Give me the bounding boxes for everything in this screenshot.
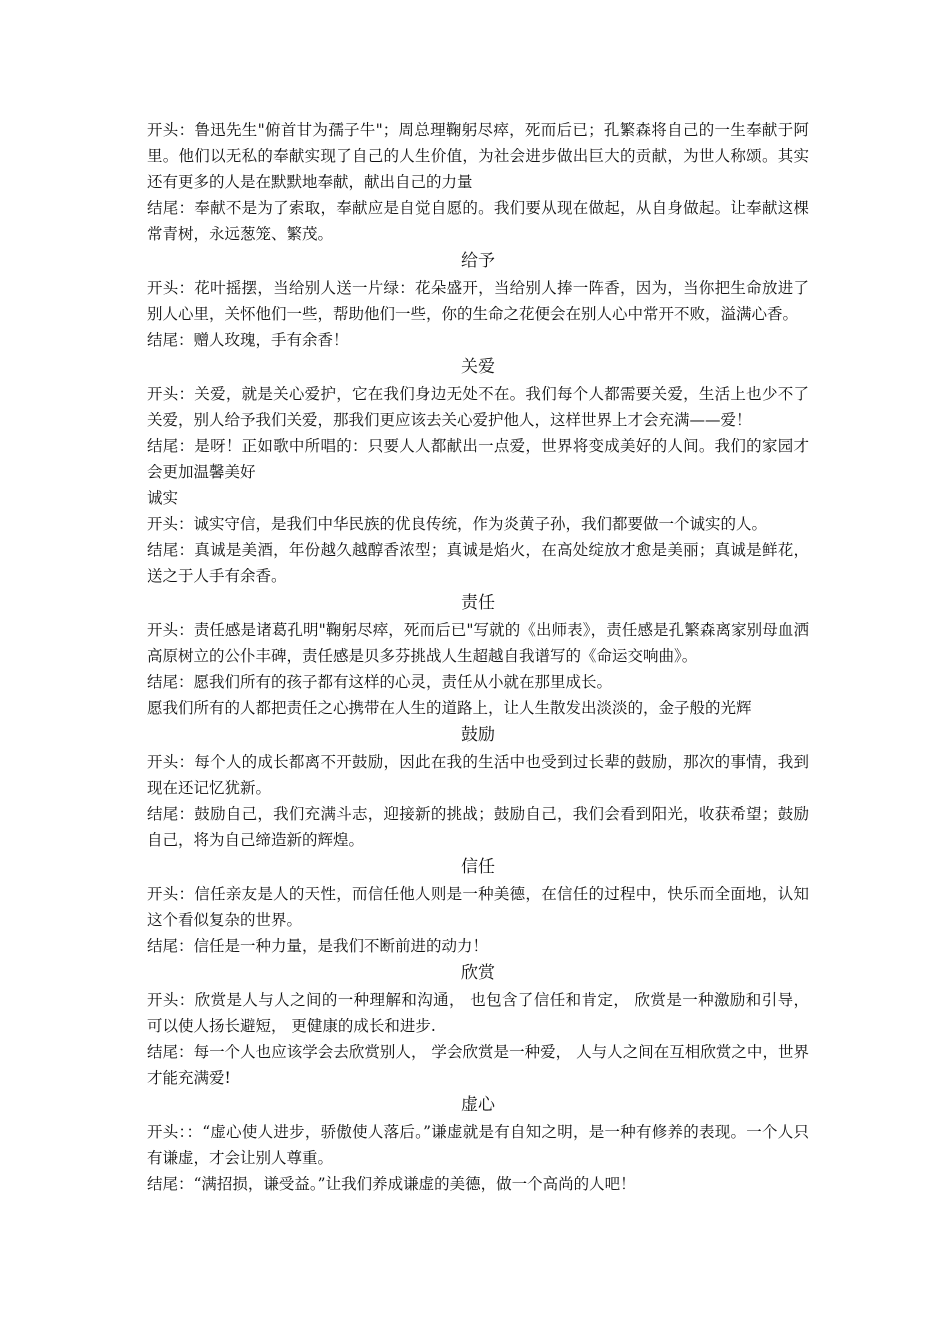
document-page — [147, 117, 809, 1197]
ending-paragraph: 结尾：是呀！正如歌中所唱的：只要人人都献出一点爱，世界将变成美好的人间。我们的家园才会更加温馨美好 — [147, 437, 809, 481]
ending-paragraph: 结尾：赠人玫瑰，手有余香！ — [147, 331, 349, 349]
extra-paragraph: 愿我们所有的人都把责任之心携带在人生的道路上，让人生散发出淡淡的，金子般的光辉 — [147, 699, 752, 717]
opening-paragraph: 开头：欣赏是人与人之间的一种理解和沟通， 也包含了信任和肯定， 欣赏是一种激励和引导， 可以使人扬长避短， 更健康的成长和进步. — [147, 991, 809, 1035]
section-appreciation — [147, 959, 809, 1091]
opening-paragraph: 开头：花叶摇摆，当给别人送一片绿：花朵盛开，当给别人捧一阵香，因为，当你把生命放进了别人心里，关怀他们一些，帮助他们一些，你的生命之花便会在别人心中常开不败，溢满心香。 — [147, 279, 809, 323]
section-responsibility — [147, 589, 809, 721]
opening-paragraph: 开头：关爱，就是关心爱护，它在我们身边无处不在。我们每个人都需要关爱，生活上也少不了关爱，别人给予我们关爱，那我们更应该去关心爱护他人，这样世界上才会充满——爱！ — [147, 385, 809, 429]
section-title: 给予 — [461, 251, 495, 271]
ending-paragraph: 结尾：“满招损，谦受益。”让我们养成谦虚的美德，做一个高尚的人吧！ — [147, 1175, 636, 1193]
section-title: 关爱 — [461, 357, 495, 377]
ending-paragraph: 结尾：鼓励自己，我们充满斗志，迎接新的挑战；鼓励自己，我们会看到阳光，收获希望；鼓励自己，将为自己缔造新的辉煌。 — [147, 805, 809, 849]
opening-paragraph: 开头：诚实守信，是我们中华民族的优良传统，作为炎黄子孙，我们都要做一个诚实的人。 — [147, 515, 768, 533]
section-title: 责任 — [461, 593, 495, 613]
section-giving — [147, 247, 809, 353]
ending-paragraph: 结尾：愿我们所有的孩子都有这样的心灵，责任从小就在那里成长。 — [147, 673, 613, 691]
section-trust — [147, 853, 809, 959]
ending-paragraph: 结尾：奉献不是为了索取，奉献应是自觉自愿的。我们要从现在做起，从自身做起。让奉献这棵常青树，永远葱笼、繁茂。 — [147, 199, 809, 243]
section-title: 信任 — [461, 857, 495, 877]
opening-paragraph: 开头：责任感是诸葛孔明"鞠躬尽瘁，死而后已"写就的《出师表》，责任感是孔繁森离家别母血洒高原树立的公仆丰碑，责任感是贝多芬挑战人生超越自我谱写的《命运交响曲》。 — [147, 621, 809, 665]
section-title: 虚心 — [461, 1095, 495, 1115]
section-title: 诚实 — [147, 489, 179, 507]
opening-paragraph: 开头：鲁迅先生"俯首甘为孺子牛"；周总理鞠躬尽瘁，死而后已；孔繁森将自己的一生奉献于阿里。他们以无私的奉献实现了自己的人生价值，为社会进步做出巨大的贡献，为世人称颂。其实还有更多的人是在默默地奉献，献出自己的力量 — [147, 121, 809, 191]
ending-paragraph: 结尾：信任是一种力量，是我们不断前进的动力！ — [147, 937, 489, 955]
opening-paragraph: 开头：：“虚心使人进步，骄傲使人落后。”谦虚就是有自知之明，是一种有修养的表现。一个人只有谦虚，才会让别人尊重。 — [147, 1123, 809, 1167]
opening-paragraph: 开头：信任亲友是人的天性，而信任他人则是一种美德，在信任的过程中，快乐而全面地，认知这个看似复杂的世界。 — [147, 885, 809, 929]
section-title: 欣赏 — [461, 963, 495, 983]
section-encouragement — [147, 721, 809, 853]
opening-paragraph: 开头：每个人的成长都离不开鼓励，因此在我的生活中也受到过长辈的鼓励，那次的事情，我到现在还记忆犹新。 — [147, 753, 809, 797]
section-modesty — [147, 1091, 809, 1197]
section-care — [147, 353, 809, 485]
section-honesty — [147, 485, 809, 589]
section-dedication — [147, 117, 809, 247]
ending-paragraph: 结尾：真诚是美酒，年份越久越醇香浓型；真诚是焰火，在高处绽放才愈是美丽；真诚是鲜花，送之于人手有余香。 — [147, 541, 809, 585]
ending-paragraph: 结尾：每一个人也应该学会去欣赏别人， 学会欣赏是一种爱， 人与人之间在互相欣赏之中，世界才能充满爱! — [147, 1043, 809, 1087]
section-title: 鼓励 — [461, 725, 495, 745]
